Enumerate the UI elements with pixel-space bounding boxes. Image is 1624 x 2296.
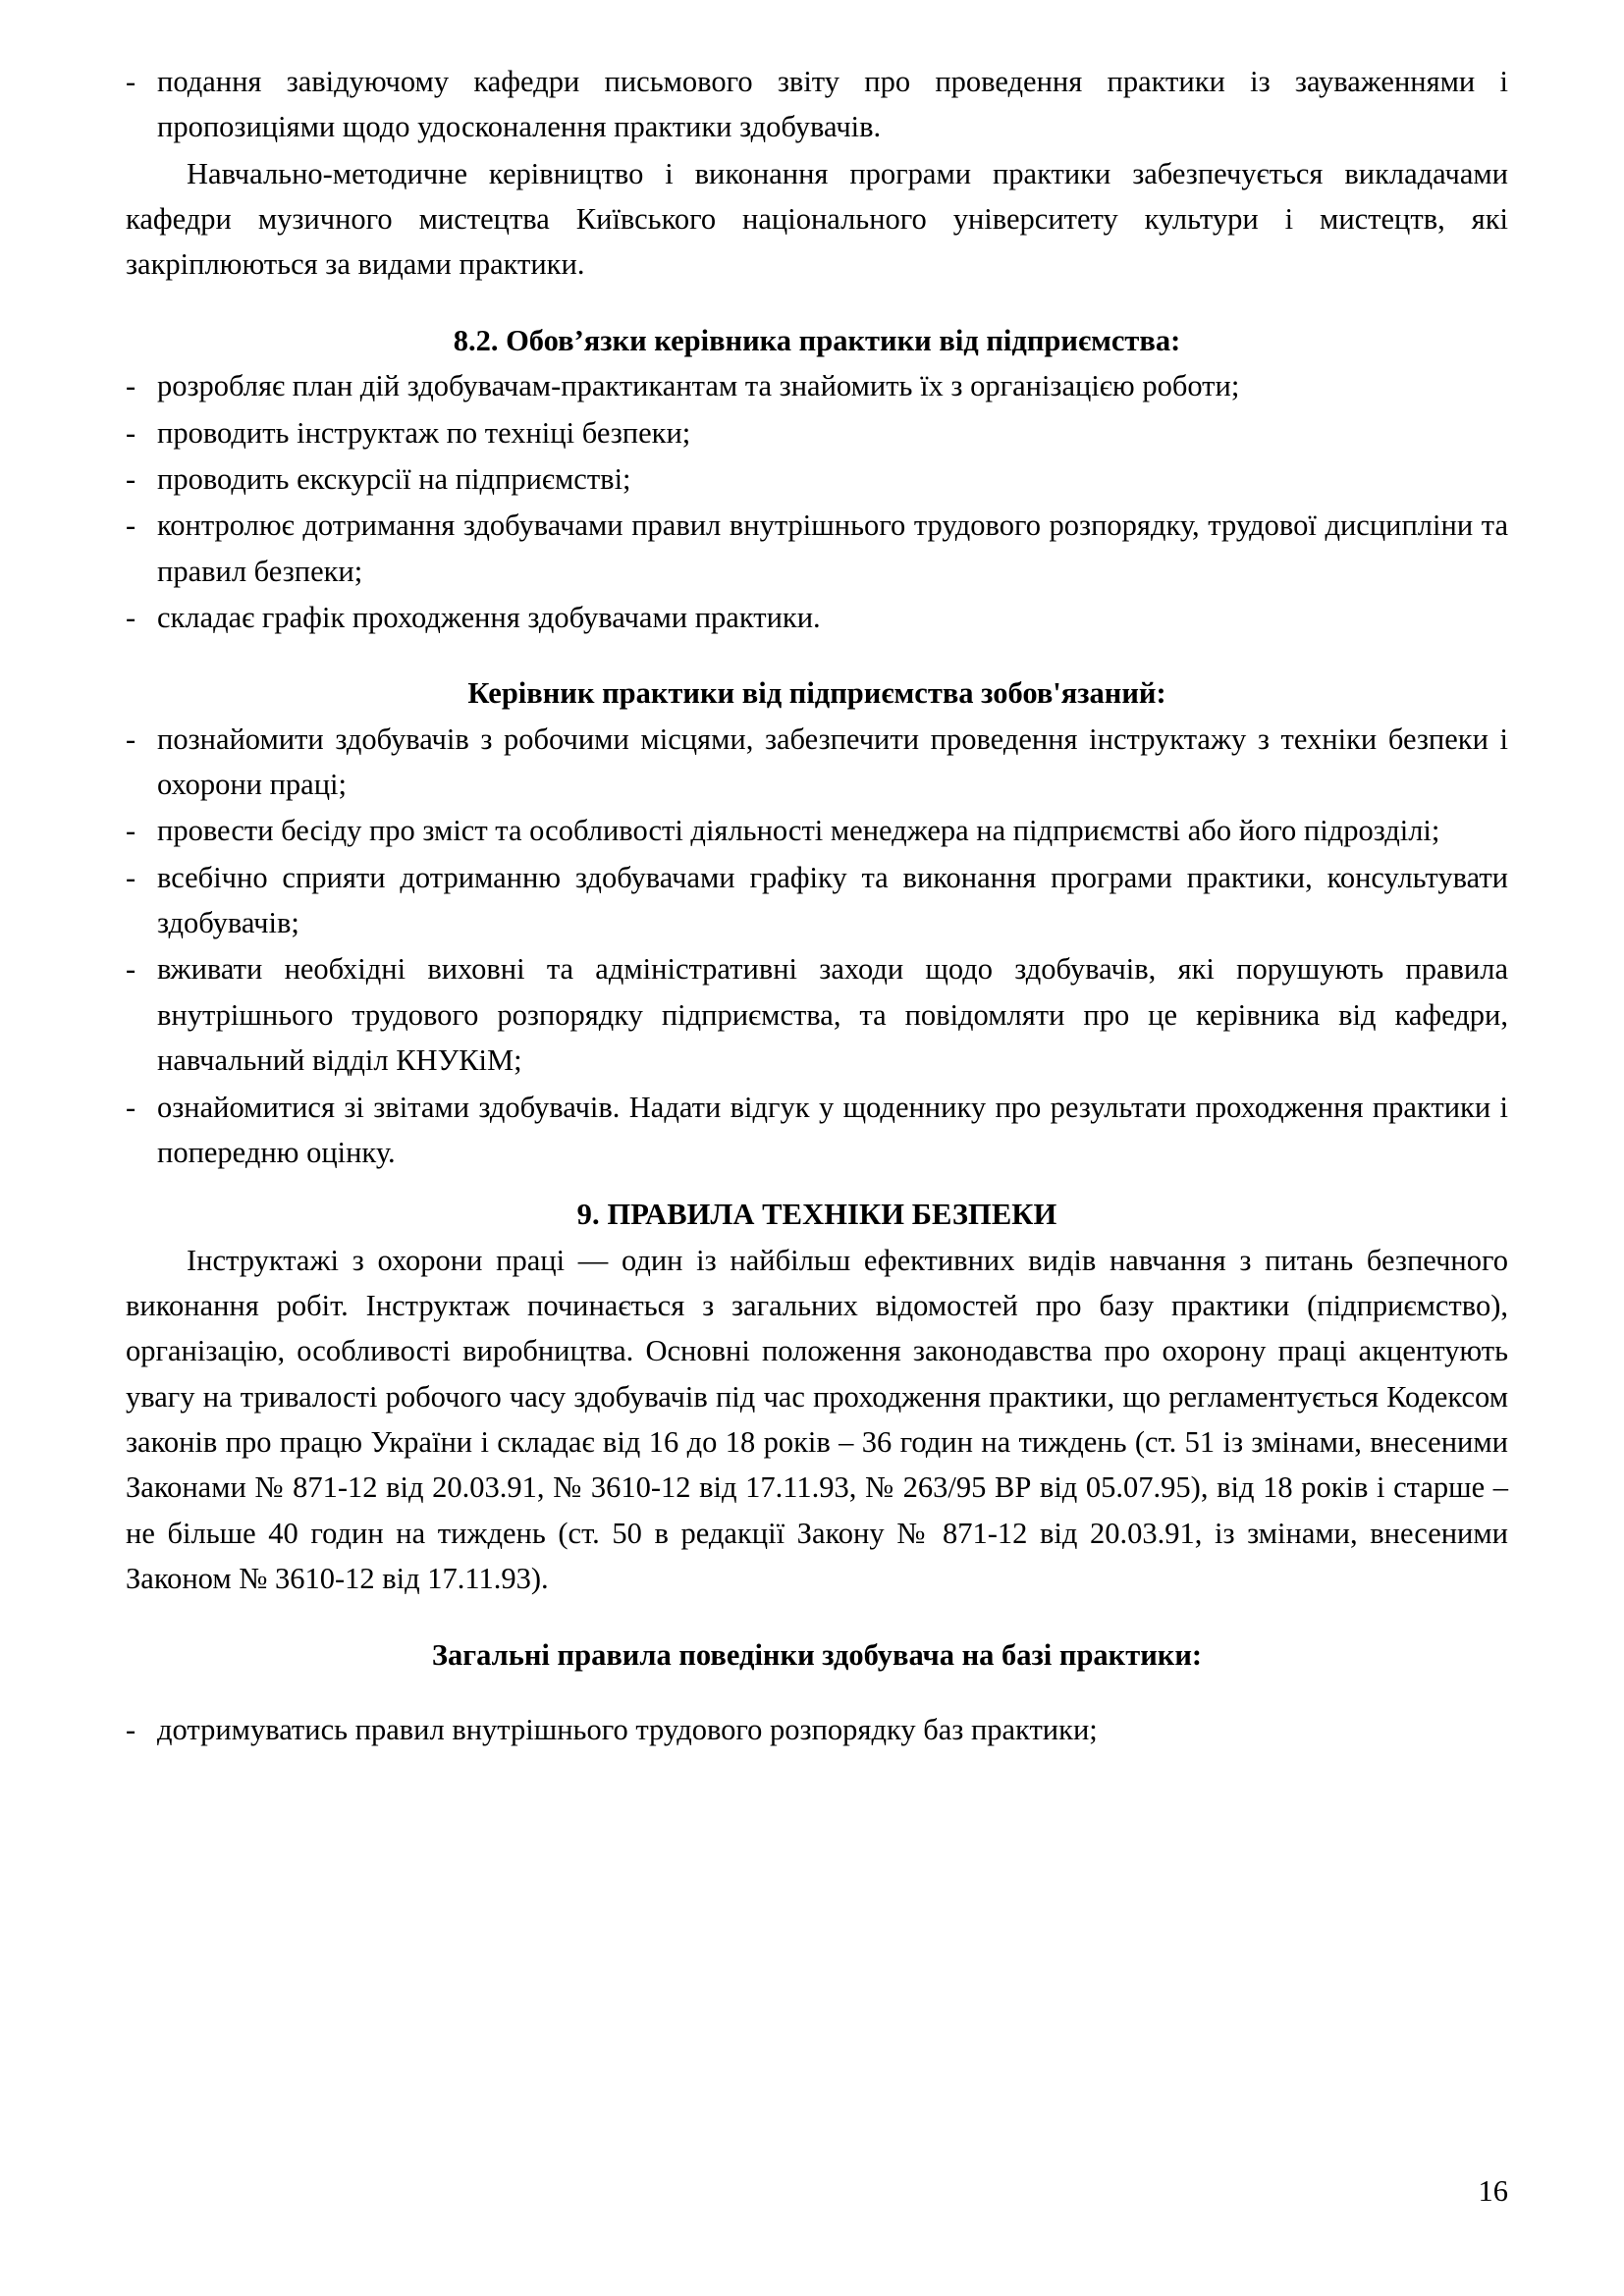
dash-bullet-icon: - bbox=[126, 1090, 136, 1124]
dash-bullet-icon: - bbox=[126, 369, 136, 403]
spacer bbox=[126, 641, 1508, 670]
dash-bullet-icon: - bbox=[126, 600, 136, 634]
section-9-paragraph: Інструктажі з охорони праці — один із найбільш ефективних видів навчання з питань безпечного виконання робіт. Інструктаж починається з загальних відомостей про базу практики (підприємство), організацію, особливості виробництва. Основні положення законодавства про охорону праці акцентують увагу на тривалості робочого часу здобувачів під час проходження практики, що регламентується Кодексом законів про працю України і складає від 16 до 18 років – 36 годин на тиждень (ст. 51 із змінами, внесеними Законами № 871-12 від 20.03.91, № 3610-12 від 17.11.93, № 263/95 ВР від 05.07.95), від 18 років і старше – не більше 40 годин на тиждень (ст. 50 в редакції Закону № 871-12 від 20.03.91, із змінами, внесеними Законом № 3610-12 від 17.11.93). bbox=[126, 1243, 1508, 1596]
spacer bbox=[126, 1176, 1508, 1192]
list-item bbox=[126, 595, 1508, 640]
list-item bbox=[126, 946, 1508, 1083]
intro-bullet-list bbox=[126, 59, 1508, 150]
list-item-text: контролює дотримання здобувачами правил внутрішнього трудового розпорядку, трудової дисципліни та правил безпеки; bbox=[157, 508, 1508, 588]
section-8-2-list bbox=[126, 363, 1508, 640]
supervisor-duties-list bbox=[126, 717, 1508, 1176]
list-item-text: дотримуватись правил внутрішнього трудового розпорядку баз практики; bbox=[157, 1712, 1098, 1746]
heading-supervisor-duties: Керівник практики від підприємства зобов'язаний: bbox=[467, 676, 1166, 711]
list-item bbox=[126, 456, 1508, 502]
list-item-text: складає графік проходження здобувачами практики. bbox=[157, 600, 821, 634]
list-item bbox=[126, 1085, 1508, 1176]
dash-bullet-icon: - bbox=[126, 814, 136, 848]
heading-section-9: 9. ПРАВИЛА ТЕХНІКИ БЕЗПЕКИ bbox=[576, 1198, 1057, 1232]
heading-section-8-2: 8.2. Обов’язки керівника практики від підприємства: bbox=[453, 323, 1181, 357]
heading-general-rules: Загальні правила поведінки здобувача на базі практики: bbox=[431, 1637, 1203, 1672]
general-rules-list bbox=[126, 1707, 1508, 1752]
page-number: 16 bbox=[1478, 2173, 1508, 2208]
page-content bbox=[126, 59, 1508, 1752]
list-item-text: всебічно сприяти дотриманню здобувачами графіку та виконання програми практики, консультувати здобувачів; bbox=[157, 860, 1508, 940]
dash-bullet-icon: - bbox=[126, 1712, 136, 1746]
list-item-text: розробляє план дій здобувачам-практикантам та знайомить їх з організацією роботи; bbox=[157, 369, 1240, 403]
dash-bullet-icon: - bbox=[126, 65, 136, 98]
list-item-text: вживати необхідні виховні та адміністративні заходи щодо здобувачів, які порушують правила внутрішнього трудового розпорядку підприємства, та повідомляти про це керівника від кафедри, навчальний відділ КНУКіМ; bbox=[157, 952, 1508, 1078]
dash-bullet-icon: - bbox=[126, 860, 136, 894]
list-item bbox=[126, 410, 1508, 455]
list-item-text: проводить інструктаж по техніці безпеки; bbox=[157, 415, 691, 450]
dash-bullet-icon: - bbox=[126, 952, 136, 987]
list-item bbox=[126, 808, 1508, 853]
dash-bullet-icon: - bbox=[126, 415, 136, 450]
list-item-text: ознайомитися зі звітами здобувачів. Надати відгук у щоденнику про результати проходження практики і попередню оцінку. bbox=[157, 1090, 1508, 1169]
dash-bullet-icon: - bbox=[126, 721, 136, 756]
list-item-text: подання завідуючому кафедри письмового звіту про проведення практики із зауваженнями і пропозиціями щодо удосконалення практики здобувачів. bbox=[157, 65, 1508, 144]
list-item-text: познайомити здобувачів з робочими місцями, забезпечити проведення інструктажу з техніки безпеки і охорони праці; bbox=[157, 721, 1508, 802]
list-item bbox=[126, 1707, 1508, 1752]
list-item bbox=[126, 855, 1508, 946]
list-item bbox=[126, 59, 1508, 150]
spacer bbox=[126, 1678, 1508, 1707]
list-item bbox=[126, 717, 1508, 808]
dash-bullet-icon: - bbox=[126, 508, 136, 543]
list-item-text: провести бесіду про зміст та особливості діяльності менеджера на підприємстві або його підрозділі; bbox=[157, 814, 1440, 848]
intro-paragraph: Навчально-методичне керівництво і виконання програми практики забезпечується викладачами кафедри музичного мистецтва Київського національного університету культури і мистецтв, які закріплюються за видами практики. bbox=[126, 156, 1508, 282]
list-item bbox=[126, 363, 1508, 408]
list-item bbox=[126, 503, 1508, 594]
spacer bbox=[126, 1603, 1508, 1632]
list-item-text: проводить екскурсії на підприємстві; bbox=[157, 461, 631, 496]
spacer bbox=[126, 289, 1508, 318]
dash-bullet-icon: - bbox=[126, 461, 136, 496]
